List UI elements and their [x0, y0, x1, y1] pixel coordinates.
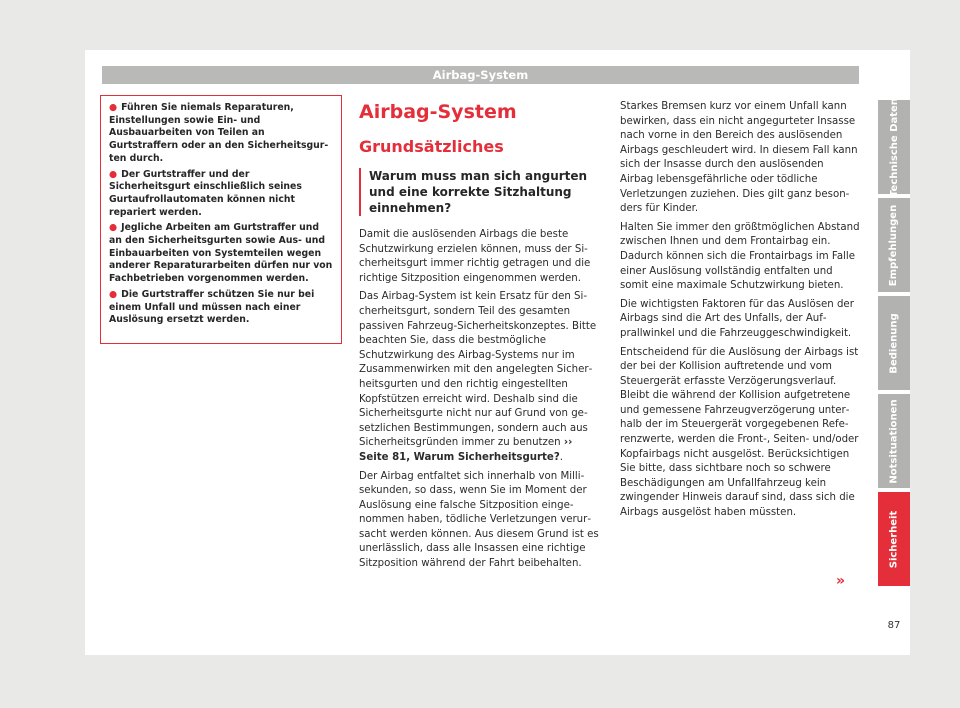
question-heading: Warum muss man sich angurten und eine korrekte Sitzhaltung einnehmen?	[359, 168, 602, 216]
tab-technische-daten[interactable]	[878, 97, 910, 197]
running-header: Airbag-System	[102, 66, 859, 84]
paragraph: Damit die auslösenden Airbags die beste Schutzwirkung erzielen können, muss der Sicherheitsgurt immer richtig getragen und die richtige Sitzposition eingenommen werden.	[359, 229, 591, 284]
tab-notsituationen[interactable]	[878, 394, 910, 488]
bullet-icon: ●	[109, 102, 118, 113]
warning-item	[109, 102, 333, 166]
warning-item-text: Die Gurtstraffer schützen Sie nur bei einem Unfall und müssen nach einer Auslösung ersetzt werden.	[109, 288, 315, 326]
page-reference-link[interactable]: ›› Seite 81, Warum Sicherheitsgurte?	[359, 437, 573, 463]
warning-item	[109, 169, 333, 220]
tab-label: Sicherheit	[888, 510, 900, 568]
section-title: Airbag-System	[359, 101, 517, 123]
tab-bedienung[interactable]	[878, 296, 910, 390]
paragraph-end: .	[559, 451, 563, 463]
section-subtitle: Grundsätzliches	[359, 137, 504, 156]
bullet-icon: ●	[109, 288, 118, 300]
warning-item	[109, 222, 333, 286]
warning-item-text: Jegliche Arbeiten am Gurtstraffer und an den Sicherheitsgurten sowie Aus- und Einbauarbeiten von Systemteilen wegen anderer Reparaturarbeiten dürfen nur von Fachbetrieben vorgenommen werden.	[109, 222, 333, 285]
warning-item	[109, 289, 333, 327]
warning-box	[100, 95, 342, 344]
tab-label: Notsituationen	[888, 398, 900, 484]
main-column	[359, 100, 602, 576]
paragraph: Der Airbag entfaltet sich innerhalb von Millisekunden, so dass, wenn Sie im Moment der Auslösung eine falsche Sitzposition eingenommen haben, tödliche Verletzungen verursacht werden können. Aus diesem Grund ist es unerlässlich, dass alle Insassen eine richtige Sitzposition während der Fahrt beibehalten.	[359, 470, 599, 570]
paragraph: Entscheidend für die Auslösung der Airbags ist der bei der Kollision auftretende und vom Steuergerät erfasste Verzögerungsverlauf. Bleibt die während der Kollision aufgetretene und gemessene Fahrzeugverzögerung unterhalb der im Steuergerät vorgegebenen Referenzwerte, werden die Front-, Seiten- und/oder Kopfairbags nicht ausgelöst. Berücksichtigen Sie bitte, dass sichtbare noch so schwere Beschädigungen am Unfallfahrzeug kein zwingender Hinweis darauf sind, dass sich die Airbags ausgelöst haben müssten.	[620, 346, 859, 519]
paragraph: Die wichtigsten Faktoren für das Auslösen der Airbags sind die Art des Unfalls, der Aufprallwinkel und die Fahrzeuggeschwindigkeit.	[620, 298, 854, 339]
tab-label: Empfehlungen	[888, 204, 900, 286]
tab-empfehlungen[interactable]	[878, 198, 910, 292]
bullet-icon: ●	[109, 222, 118, 234]
continue-arrow-icon: »	[836, 573, 846, 589]
tab-label: Bedienung	[888, 312, 900, 374]
paragraph	[359, 290, 602, 465]
right-column	[620, 100, 860, 525]
tab-label: Technische Daten	[888, 97, 900, 197]
warning-item-text: Der Gurtstraffer und der Sicherheitsgurt einschließlich seines Gurtaufrollautomaten können nicht repariert werden.	[109, 168, 302, 218]
tab-sicherheit[interactable]	[878, 492, 910, 586]
paragraph-text: Das Airbag-System ist kein Ersatz für den Sicherheitsgurt, sondern Teil des gesamten passiven Fahrzeug-Sicherheitskonzeptes. Bitte beachten Sie, dass die bestmögliche Schutzwirkung des Airbag-Systems nur im Zusammenwirken mit den angelegten Sicherheitsgurten und den richtig eingestellten Kopfstützen erreicht wird. Deshalb sind die Sicherheitsgurte nicht nur auf Grund von gesetzlichen Bestimmungen, sondern auch aus Sicherheitsgründen immer zu benutzen	[359, 291, 597, 449]
bullet-icon: ●	[109, 168, 118, 180]
warning-item-text: Führen Sie niemals Reparaturen, Einstellungen sowie Ein- und Ausbauarbeiten von Teilen an Gurtstraffern oder an den Sicherheitsgurten durch.	[109, 102, 329, 164]
page-number: 87	[887, 620, 901, 631]
paragraph: Starkes Bremsen kurz vor einem Unfall kann bewirken, dass ein nicht angegurteter Insasse nach vorne in den Bereich des auslösenden Airbags geschleudert wird. In diesem Fall kann sich der Insasse durch den auslösenden Airbag lebensgefährliche oder tödliche Verletzungen zuziehen. Dies gilt ganz besonders für Kinder.	[620, 101, 858, 215]
paragraph: Halten Sie immer den größtmöglichen Abstand zwischen Ihnen und dem Frontairbag ein. Dadurch können sich die Frontairbags im Falle einer Auslösung vollständig entfalten und somit eine maximale Schutzwirkung bieten.	[620, 221, 860, 292]
